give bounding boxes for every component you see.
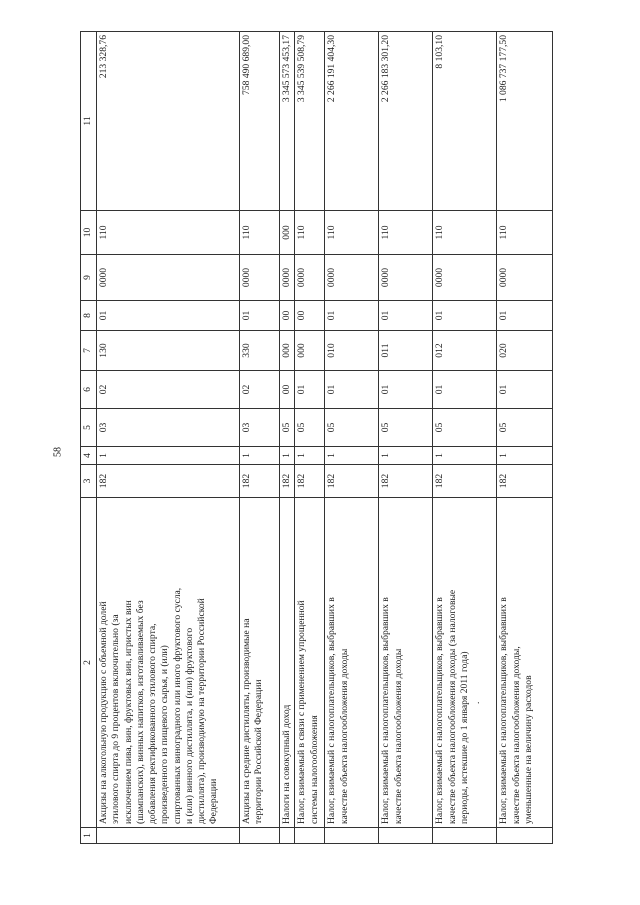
- cell-c10: 000: [280, 211, 295, 255]
- cell-c7: 330: [240, 331, 280, 371]
- cell-c3: 182: [97, 465, 240, 498]
- name-line: качестве объекта налогообложения доходы,: [510, 646, 522, 824]
- cell-c10: 110: [325, 211, 379, 255]
- cell-c5: 05: [379, 409, 433, 447]
- cell-c3: 182: [497, 465, 553, 498]
- cell-c7: 012: [433, 331, 497, 371]
- table-body: [97, 32, 553, 844]
- cell-c9: 0000: [325, 255, 379, 301]
- rotated-table-container: [80, 32, 556, 844]
- header-cell: 9: [81, 255, 97, 301]
- cell-c4: 1: [325, 447, 379, 465]
- header-cell: 4: [81, 447, 97, 465]
- header-row: [81, 32, 97, 844]
- cell-c3: 182: [295, 465, 325, 498]
- name-line: спиртованных виноградного или иного фруктового сусла,: [171, 587, 183, 824]
- cell-c3: 182: [433, 465, 497, 498]
- cell-c10: 110: [295, 211, 325, 255]
- name-line: Налог, взимаемый с налогоплательщиков, выбравших в: [434, 597, 446, 824]
- name-mark: .: [471, 701, 483, 704]
- cell-c10: 110: [379, 211, 433, 255]
- cell-name: [97, 498, 240, 828]
- cell-c9: 0000: [240, 255, 280, 301]
- cell-c3: 182: [280, 465, 295, 498]
- cell-name: [240, 498, 280, 828]
- header-cell: 3: [81, 465, 97, 498]
- cell-col1: [433, 828, 497, 844]
- cell-name: [433, 498, 497, 828]
- cell-name: [325, 498, 379, 828]
- name-line: Акцизы на средние дистилляты, производимые на: [241, 618, 252, 824]
- amount-value: 3 345 573 453,17: [281, 35, 292, 103]
- cell-c6: 01: [433, 371, 497, 409]
- name-line: дистиллята), производимую на территории Российской: [196, 598, 208, 824]
- table-row: [379, 32, 433, 844]
- table-row: [280, 32, 295, 844]
- name-line: Акцизы на алкогольную продукцию с объемной долей: [98, 601, 109, 824]
- cell-c5: 05: [433, 409, 497, 447]
- header-cell: 2: [81, 498, 97, 828]
- name-line: (шампанских), винных напитков, изготавливаемых без: [134, 600, 146, 824]
- header-cell: 10: [81, 211, 97, 255]
- cell-col1: [325, 828, 379, 844]
- amount-value: 2 266 183 301,20: [380, 35, 392, 103]
- cell-c4: 1: [295, 447, 325, 465]
- cell-c9: 0000: [97, 255, 240, 301]
- budget-table: [80, 31, 553, 844]
- name-line: периоды, истекшие до 1 января 2011 года): [458, 651, 470, 824]
- name-line: Налог, взимаемый с налогоплательщиков, выбравших в: [380, 597, 392, 824]
- cell-c8: 01: [325, 301, 379, 331]
- cell-c9: 0000: [280, 255, 295, 301]
- cell-amount: [280, 32, 295, 211]
- cell-c4: 1: [97, 447, 240, 465]
- cell-c4: 1: [280, 447, 295, 465]
- header-cell: 8: [81, 301, 97, 331]
- cell-col1: [280, 828, 295, 844]
- cell-amount: [433, 32, 497, 211]
- header-cell: 1: [81, 828, 97, 844]
- cell-c6: 01: [379, 371, 433, 409]
- cell-col1: [379, 828, 433, 844]
- name-line: Налог, взимаемый в связи с применением упрощенной: [296, 600, 308, 824]
- name-line: Налог, взимаемый с налогоплательщиков, выбравших в: [326, 597, 338, 824]
- name-line: исключением пива, вин, фруктовых вин, игристых вин: [122, 600, 134, 824]
- cell-c5: 05: [497, 409, 553, 447]
- cell-c10: 110: [433, 211, 497, 255]
- name-line: качестве объекта налогообложения доходы: [338, 648, 350, 824]
- cell-c5: 05: [325, 409, 379, 447]
- cell-c7: 020: [497, 331, 553, 371]
- page-number: 58: [52, 447, 64, 457]
- cell-c8: 01: [97, 301, 240, 331]
- cell-c7: 000: [295, 331, 325, 371]
- table-row: [497, 32, 553, 844]
- cell-c7: 010: [325, 331, 379, 371]
- header-cell: 7: [81, 331, 97, 371]
- cell-name: [295, 498, 325, 828]
- cell-c6: 02: [240, 371, 280, 409]
- cell-col1: [97, 828, 240, 844]
- cell-c10: 110: [97, 211, 240, 255]
- cell-c8: 01: [240, 301, 280, 331]
- table-row: [97, 32, 240, 844]
- header-cell: 11: [81, 32, 97, 211]
- cell-c10: 110: [497, 211, 553, 255]
- cell-amount: [325, 32, 379, 211]
- cell-c5: 05: [280, 409, 295, 447]
- name-line: Налоги на совокупный доход: [281, 704, 292, 824]
- amount-value: 1 086 737 177,50: [498, 35, 510, 103]
- amount-value: 2 266 191 404,30: [326, 35, 338, 103]
- cell-c5: 03: [97, 409, 240, 447]
- cell-amount: [497, 32, 553, 211]
- cell-c10: 110: [240, 211, 280, 255]
- amount-value: 3 345 539 508,79: [296, 35, 308, 103]
- cell-c9: 0000: [295, 255, 325, 301]
- name-line: этилового спирта до 9 процентов включительно (за: [110, 614, 122, 824]
- table-row: [295, 32, 325, 844]
- cell-c6: 02: [97, 371, 240, 409]
- name-line: Федерации: [208, 778, 220, 824]
- name-line: произведенного из пищевого сырья, и (или): [159, 645, 171, 824]
- cell-name: [497, 498, 553, 828]
- name-line: территории Российской Федерации: [253, 679, 265, 824]
- cell-c7: 011: [379, 331, 433, 371]
- cell-c8: 00: [280, 301, 295, 331]
- name-line: и (или) винного дистиллята, и (или) фруктового: [183, 627, 195, 824]
- amount-value: 758 490 689,00: [241, 35, 252, 95]
- cell-c6: 01: [325, 371, 379, 409]
- cell-col1: [295, 828, 325, 844]
- cell-name: [280, 498, 295, 828]
- cell-c8: 00: [295, 301, 325, 331]
- cell-c4: 1: [433, 447, 497, 465]
- cell-c8: 01: [433, 301, 497, 331]
- cell-c3: 182: [325, 465, 379, 498]
- table-row: [325, 32, 379, 844]
- cell-c4: 1: [497, 447, 553, 465]
- name-line: качестве объекта налогообложения доходы (за налоговые: [446, 589, 458, 824]
- name-line: добавления ректификованного этилового спирта,: [147, 623, 159, 824]
- table-row: [240, 32, 280, 844]
- cell-amount: [295, 32, 325, 211]
- cell-c4: 1: [379, 447, 433, 465]
- name-line: системы налогообложения: [308, 715, 320, 824]
- cell-c3: 182: [379, 465, 433, 498]
- cell-amount: [240, 32, 280, 211]
- header-cell: 6: [81, 371, 97, 409]
- cell-c8: 01: [379, 301, 433, 331]
- cell-c3: 182: [240, 465, 280, 498]
- header-cell: 5: [81, 409, 97, 447]
- cell-col1: [240, 828, 280, 844]
- name-line: уменьшенные на величину расходов: [522, 675, 534, 824]
- cell-amount: [97, 32, 240, 211]
- cell-c4: 1: [240, 447, 280, 465]
- name-line: Налог, взимаемый с налогоплательщиков, выбравших в: [498, 597, 510, 824]
- cell-c6: 00: [280, 371, 295, 409]
- cell-c9: 0000: [497, 255, 553, 301]
- cell-c7: 000: [280, 331, 295, 371]
- cell-col1: [497, 828, 553, 844]
- table-row: [433, 32, 497, 844]
- cell-amount: [379, 32, 433, 211]
- amount-value: 8 103,10: [434, 35, 446, 69]
- cell-c8: 01: [497, 301, 553, 331]
- cell-c6: 01: [295, 371, 325, 409]
- cell-c5: 05: [295, 409, 325, 447]
- cell-c5: 03: [240, 409, 280, 447]
- cell-c7: 130: [97, 331, 240, 371]
- cell-c6: 01: [497, 371, 553, 409]
- name-line: качестве объекта налогообложения доходы: [392, 648, 404, 824]
- cell-name: [379, 498, 433, 828]
- cell-c9: 0000: [379, 255, 433, 301]
- amount-value: 213 328,76: [98, 35, 109, 79]
- cell-c9: 0000: [433, 255, 497, 301]
